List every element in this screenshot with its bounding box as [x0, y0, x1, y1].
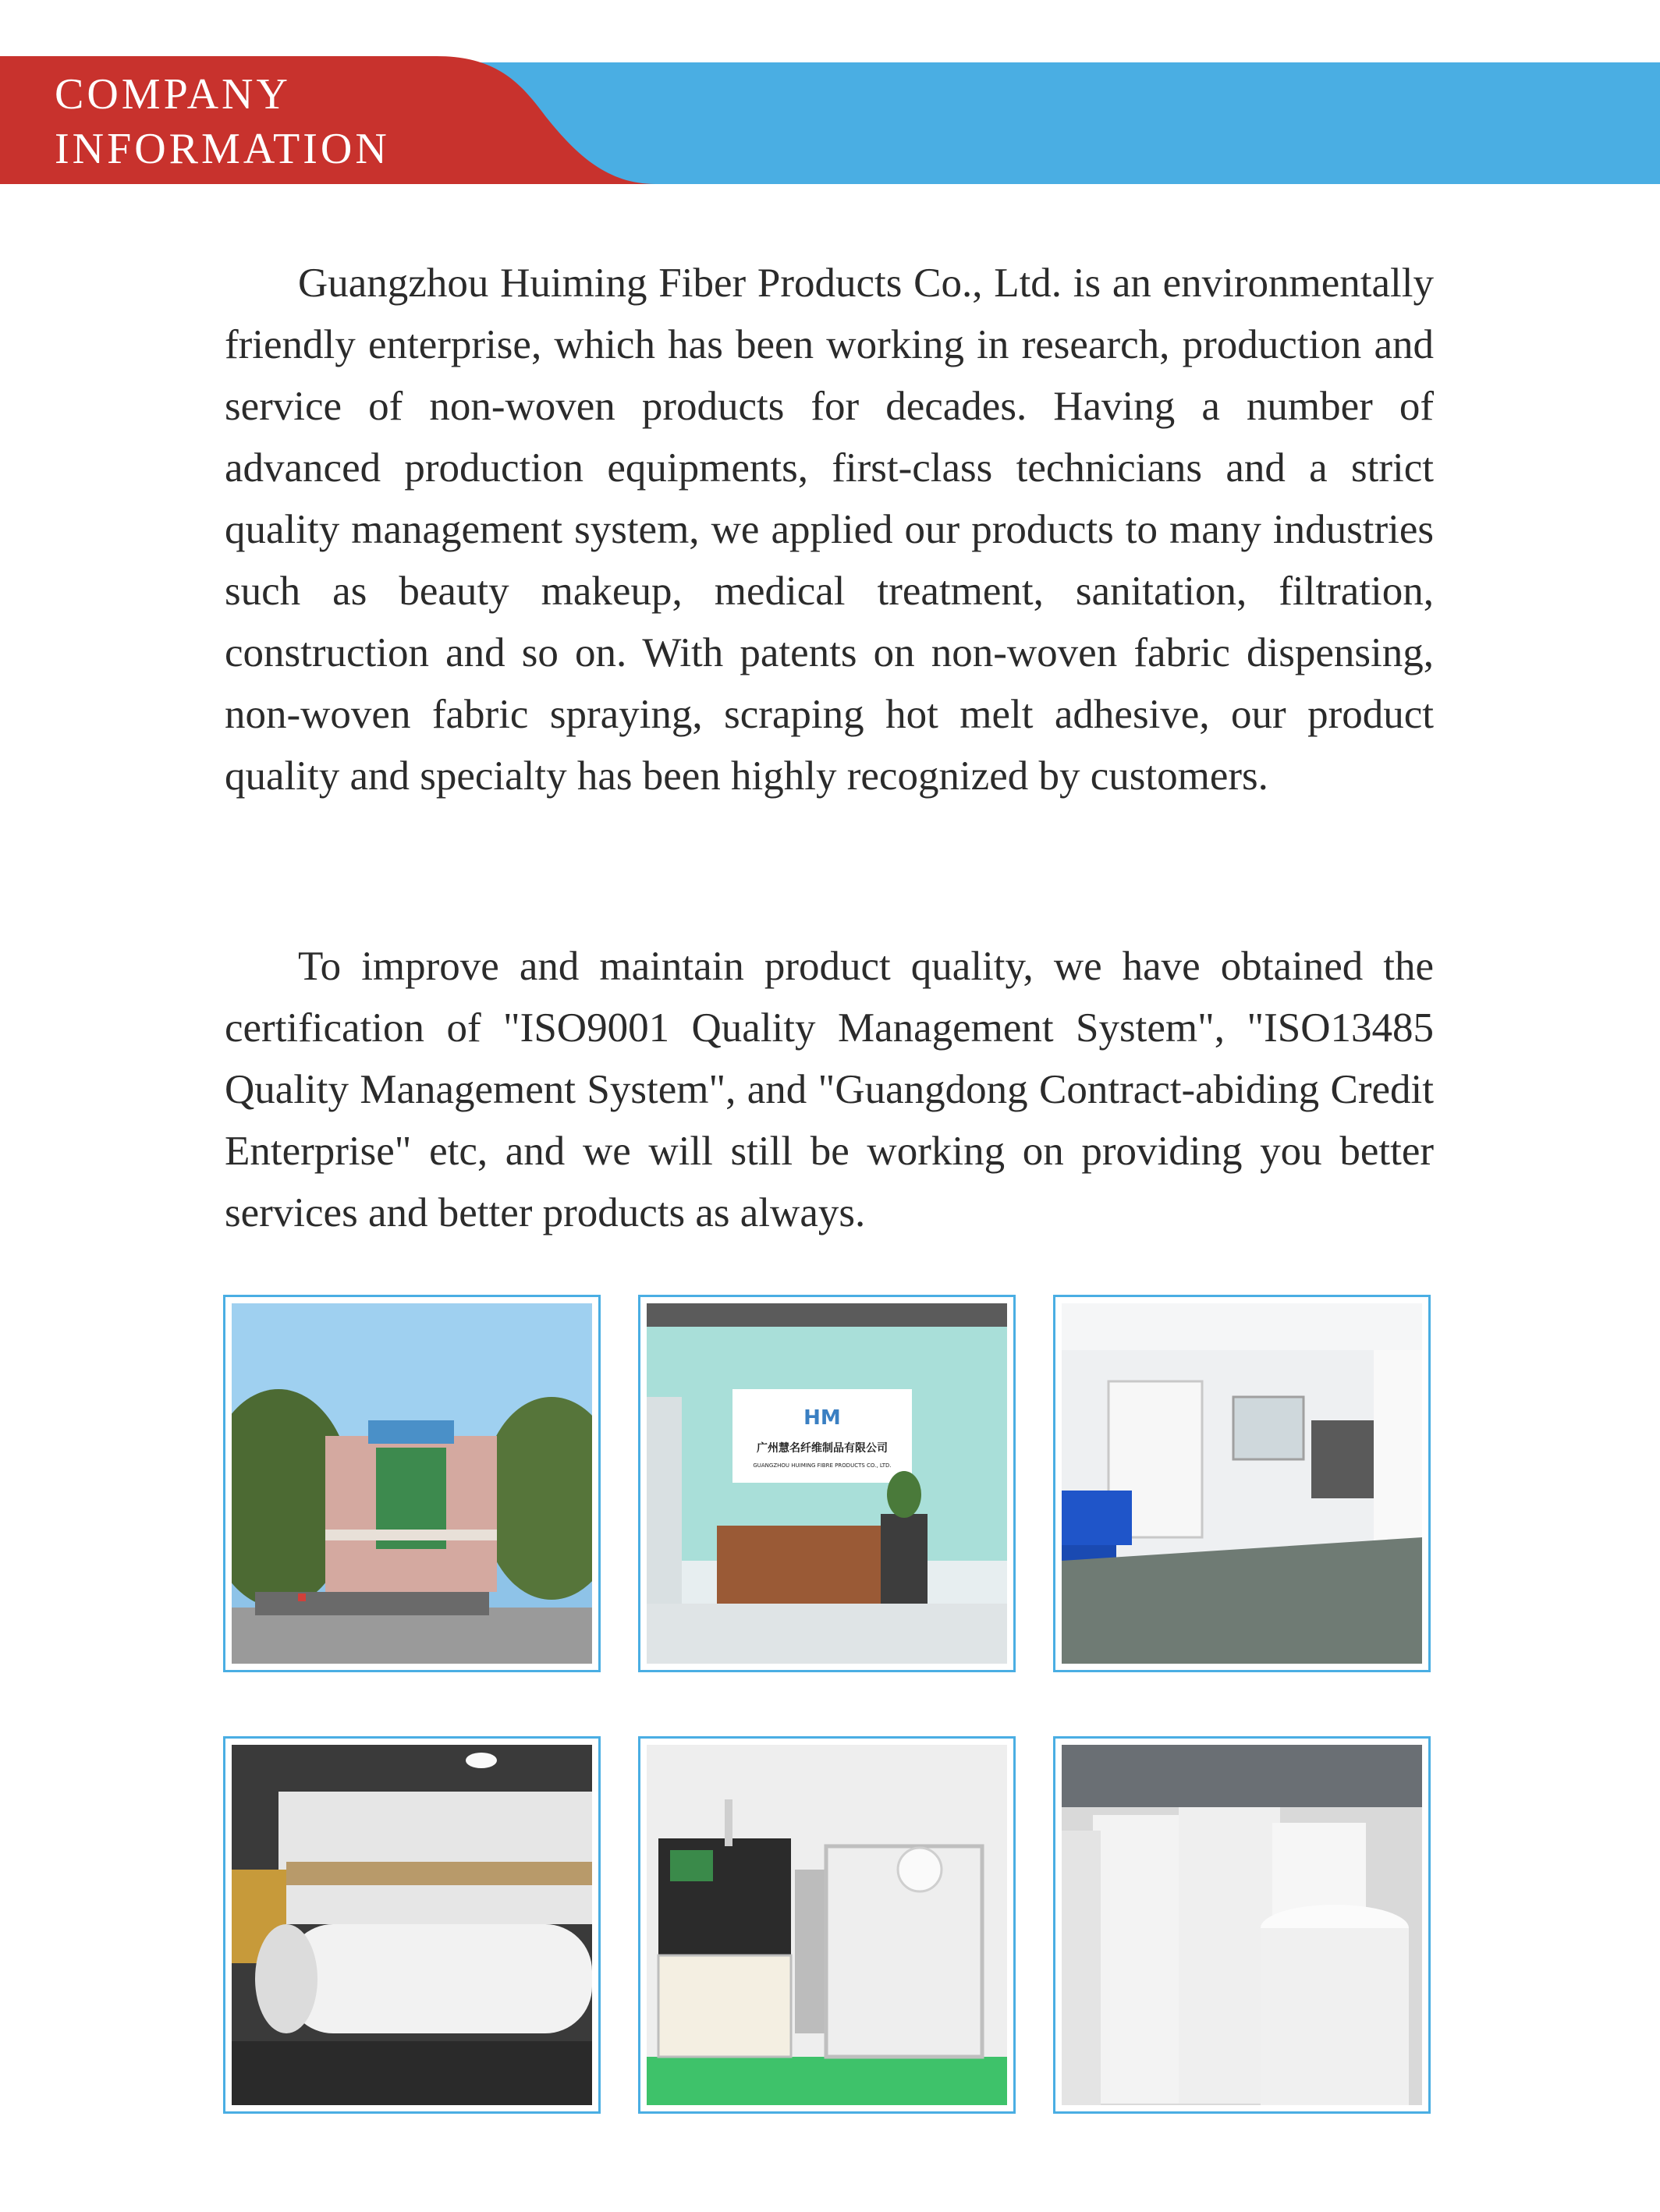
photo-warehouse-rolls	[1053, 1736, 1431, 2114]
section-title-line1: COMPANY	[55, 70, 291, 119]
reception-sign-en: GUANGZHOU HUIMING FIBRE PRODUCTS CO., LTD.	[753, 1462, 892, 1469]
photo-machine	[638, 1736, 1016, 2114]
reception-logo: HM	[803, 1406, 841, 1430]
certification-paragraph: To improve and maintain product quality, we have obtained the certification of "ISO9001 Quality Management System", "ISO13485 Quality Management System", and "Guangdong Contract-abiding Credit Enterprise" etc, and we will still be working on providing you better services and better products as always.	[225, 944, 1434, 1235]
photo-production-line	[223, 1736, 601, 2114]
photo-building-exterior	[223, 1295, 601, 1672]
machine-image	[647, 1745, 1007, 2105]
section-title	[55, 67, 390, 176]
intro-paragraph: Guangzhou Huiming Fiber Products Co., Ltd. is an environmentally friendly enterprise, which has been working in research, production and service of non-woven products for decades. Having a number of advanced production equipments, first-class technicians and a strict quality management system, we applied our products to many industries such as beauty makeup, medical treatment, sanitation, filtration, construction and so on. With patents on non-woven fabric dispensing, non-woven fabric spraying, scraping hot melt adhesive, our product quality and specialty has been highly recognized by customers.	[225, 261, 1434, 799]
photo-reception	[638, 1295, 1016, 1672]
production-line-image	[232, 1745, 592, 2105]
reception-image	[647, 1303, 1007, 1664]
reception-sign-cn: 广州慧名纤维制品有限公司	[757, 1442, 888, 1455]
clean-room-image	[1062, 1303, 1422, 1664]
section-title-line2: INFORMATION	[55, 125, 390, 173]
building-exterior-image	[232, 1303, 592, 1664]
warehouse-rolls-image	[1062, 1745, 1422, 2105]
photo-clean-room	[1053, 1295, 1431, 1672]
